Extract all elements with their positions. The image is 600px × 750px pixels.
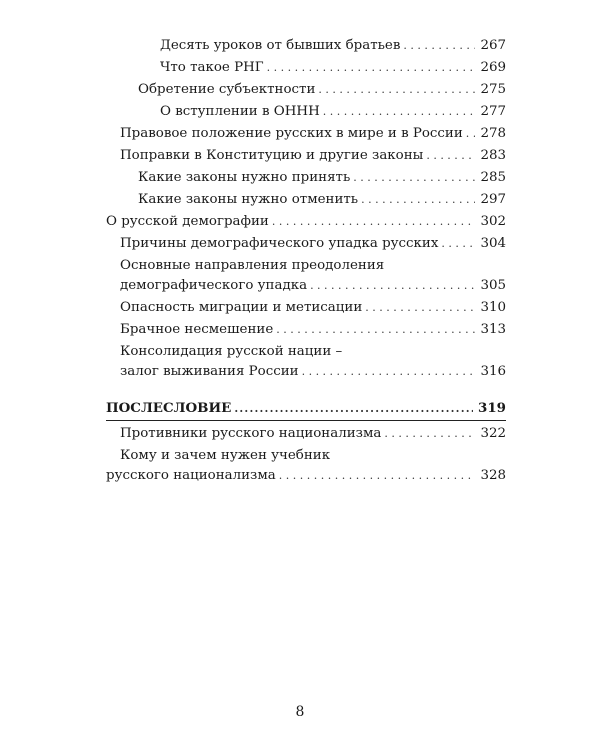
toc-entry-page: 316 <box>480 364 506 379</box>
toc-entry-title: русского национализма <box>106 468 276 483</box>
toc-entry-afterword[interactable] <box>0 398 600 418</box>
dot-leader <box>365 298 475 318</box>
toc-entry-title: О русской демографии <box>106 214 269 229</box>
toc-entry-page: 313 <box>480 322 506 337</box>
toc-entry[interactable] <box>0 276 600 296</box>
toc-entry-page: 319 <box>478 400 506 416</box>
toc-entry-page: 267 <box>480 38 506 53</box>
dot-leader <box>323 102 476 122</box>
toc-entry-title: Какие законы нужно отменить <box>138 192 359 207</box>
toc-entry[interactable] <box>0 102 600 122</box>
toc-entry-title: Опасность миграции и метисации <box>120 300 363 315</box>
toc-entry-page: 310 <box>480 300 506 315</box>
toc-entry-page: 304 <box>480 236 506 251</box>
toc-entry[interactable] <box>0 298 600 318</box>
toc-entry-page: 285 <box>480 170 506 185</box>
toc-entry[interactable] <box>0 190 600 210</box>
toc-entry-title-line1: Кому и зачем нужен учебник <box>120 448 331 463</box>
toc-entry-title: О вступлении в ОННН <box>160 104 320 119</box>
toc-entry-page: 278 <box>480 126 506 141</box>
toc-entry-page: 269 <box>480 60 506 75</box>
toc-entry-title: Какие законы нужно принять <box>138 170 351 185</box>
dot-leader <box>361 190 475 210</box>
dot-leader <box>441 234 475 254</box>
dot-leader <box>426 146 475 166</box>
dot-leader <box>302 362 476 382</box>
toc-entry[interactable] <box>0 36 600 56</box>
toc-entry-page: 305 <box>480 278 506 293</box>
dot-leader <box>267 58 476 78</box>
dot-leader <box>310 276 475 296</box>
toc-entry-title: Поправки в Конституцию и другие законы <box>120 148 424 163</box>
toc-entry[interactable] <box>0 124 600 144</box>
toc-entry-title: Обретение субъектности <box>138 82 316 97</box>
toc-entry-title: Противники русского национализма <box>120 426 382 441</box>
toc-entry-title: Брачное несмешение <box>120 322 274 337</box>
toc-entry-page: 297 <box>480 192 506 207</box>
section-rule <box>106 420 506 421</box>
toc-entry-page: 328 <box>480 468 506 483</box>
toc-entry[interactable] <box>0 362 600 382</box>
toc-entry[interactable] <box>0 80 600 100</box>
dot-leader <box>276 320 475 340</box>
toc-entry-title: ПОСЛЕСЛОВИЕ <box>106 400 232 416</box>
toc-entry[interactable] <box>0 58 600 78</box>
dot-leader <box>234 399 473 419</box>
toc-entry-title: демографического упадка <box>120 278 308 293</box>
toc-entry[interactable] <box>0 424 600 444</box>
toc-entry-title-line1: Основные направления преодоления <box>120 258 385 273</box>
page-number: 8 <box>295 704 305 720</box>
dot-leader <box>384 424 475 444</box>
toc-entry-title: Причины демографического упадка русских <box>120 236 439 251</box>
dot-leader <box>318 80 475 100</box>
dot-leader <box>403 36 475 56</box>
toc-entry-title: Правовое положение русских в мире и в России <box>120 126 463 141</box>
toc-entry-title-line1: Консолидация русской нации – <box>120 344 343 359</box>
toc-entry-page: 302 <box>480 214 506 229</box>
toc-entry[interactable] <box>0 168 600 188</box>
toc-entry[interactable] <box>0 320 600 340</box>
dot-leader <box>353 168 475 188</box>
dot-leader <box>279 466 476 486</box>
toc-entry[interactable] <box>0 234 600 254</box>
toc-entry-title: Десять уроков от бывших братьев <box>160 38 401 53</box>
toc-entry-page: 322 <box>480 426 506 441</box>
toc-entry-title: залог выживания России <box>120 364 299 379</box>
toc-entry[interactable] <box>0 466 600 486</box>
toc-entry[interactable] <box>0 212 600 232</box>
toc-entry-page: 277 <box>480 104 506 119</box>
dot-leader <box>272 212 476 232</box>
toc-entry-page: 283 <box>480 148 506 163</box>
toc-entry[interactable] <box>0 146 600 166</box>
dot-leader <box>466 124 476 144</box>
toc-entry-title: Что такое РНГ <box>160 60 264 75</box>
toc-entry-page: 275 <box>480 82 506 97</box>
